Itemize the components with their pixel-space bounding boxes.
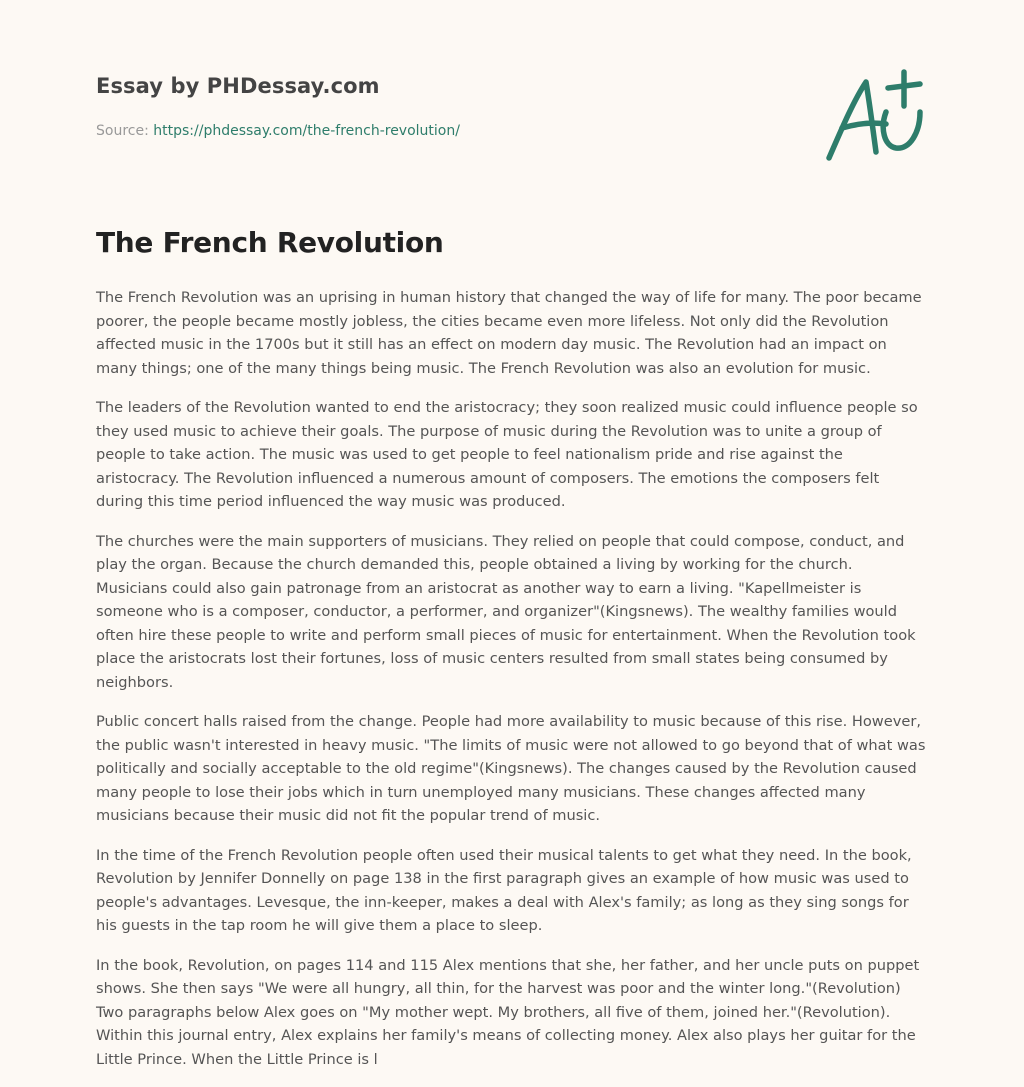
essay-body: [96, 286, 928, 1087]
essay-title: The French Revolution: [96, 226, 444, 259]
essay-header: [96, 74, 796, 139]
paragraph: The French Revolution was an uprising in human history that changed the way of life for many. The poor became poorer, the people became mostly jobless, the cities became even more lifeless. Not only did the Revolution affected music in the 1700s but it still has an effect on modern day music. The Revolution had an impact on many things; one of the many things being music. The French Revolution was also an evolution for music.: [96, 289, 922, 377]
source-link[interactable]: https://phdessay.com/the-french-revolution/: [153, 123, 460, 139]
source-label: Source:: [96, 123, 149, 139]
brand-title: Essay by PHDessay.com: [96, 74, 380, 98]
paragraph: In the time of the French Revolution people often used their musical talents to get what they need. In the book, Revolution by Jennifer Donnelly on page 138 in the first paragraph gives an example of how music was used to people's advantages. Levesque, the inn-keeper, makes a deal with Alex's family; as long as they sing songs for his guests in the tap room he will give them a place to sleep.: [96, 846, 912, 934]
a-plus-icon: [820, 66, 930, 166]
paragraph: The leaders of the Revolution wanted to end the aristocracy; they soon realized music could influence people so they used music to achieve their goals. The purpose of music during the Revolution was to unite a group of people to take action. The music was used to get people to feel nationalism pride and rise against the aristocracy. The Revolution influenced a numerous amount of composers. The emotions the composers felt during this time period influenced the way music was produced.: [96, 399, 918, 510]
source-line: [96, 123, 796, 139]
paragraph: The churches were the main supporters of musicians. They relied on people that could compose, conduct, and play the organ. Because the church demanded this, people obtained a living by working for the church. Musicians could also gain patronage from an aristocrat as another way to earn a living. "Kapellmeister is someone who is a composer, conductor, a performer, and organizer"(Kingsnews). The wealthy families would often hire these people to write and perform small pieces of music for entertainment. When the Revolution took place the aristocrats lost their fortunes, loss of music centers resulted from small states being consumed by neighbors.: [96, 532, 916, 691]
paragraph: Public concert halls raised from the change. People had more availability to music because of this rise. However, the public wasn't interested in heavy music. "The limits of music were not allowed to go beyond that of what was politically and socially acceptable to the old regime"(Kingsnews). The changes caused by the Revolution caused many people to lose their jobs which in turn unemployed many musicians. These changes affected many musicians because their music did not fit the popular trend of music.: [96, 713, 926, 824]
paragraph: In the book, Revolution, on pages 114 and 115 Alex mentions that she, her father, and her uncle puts on puppet shows. She then says "We were all hungry, all thin, for the harvest was poor and the winter long."(Revolution) Two paragraphs below Alex goes on "My mother wept. My brothers, all five of them, joined her."(Revolution). Within this journal entry, Alex explains her family's means of collecting money. Alex also plays her guitar for the Little Prince. When the Little Prince is l: [96, 956, 920, 1068]
